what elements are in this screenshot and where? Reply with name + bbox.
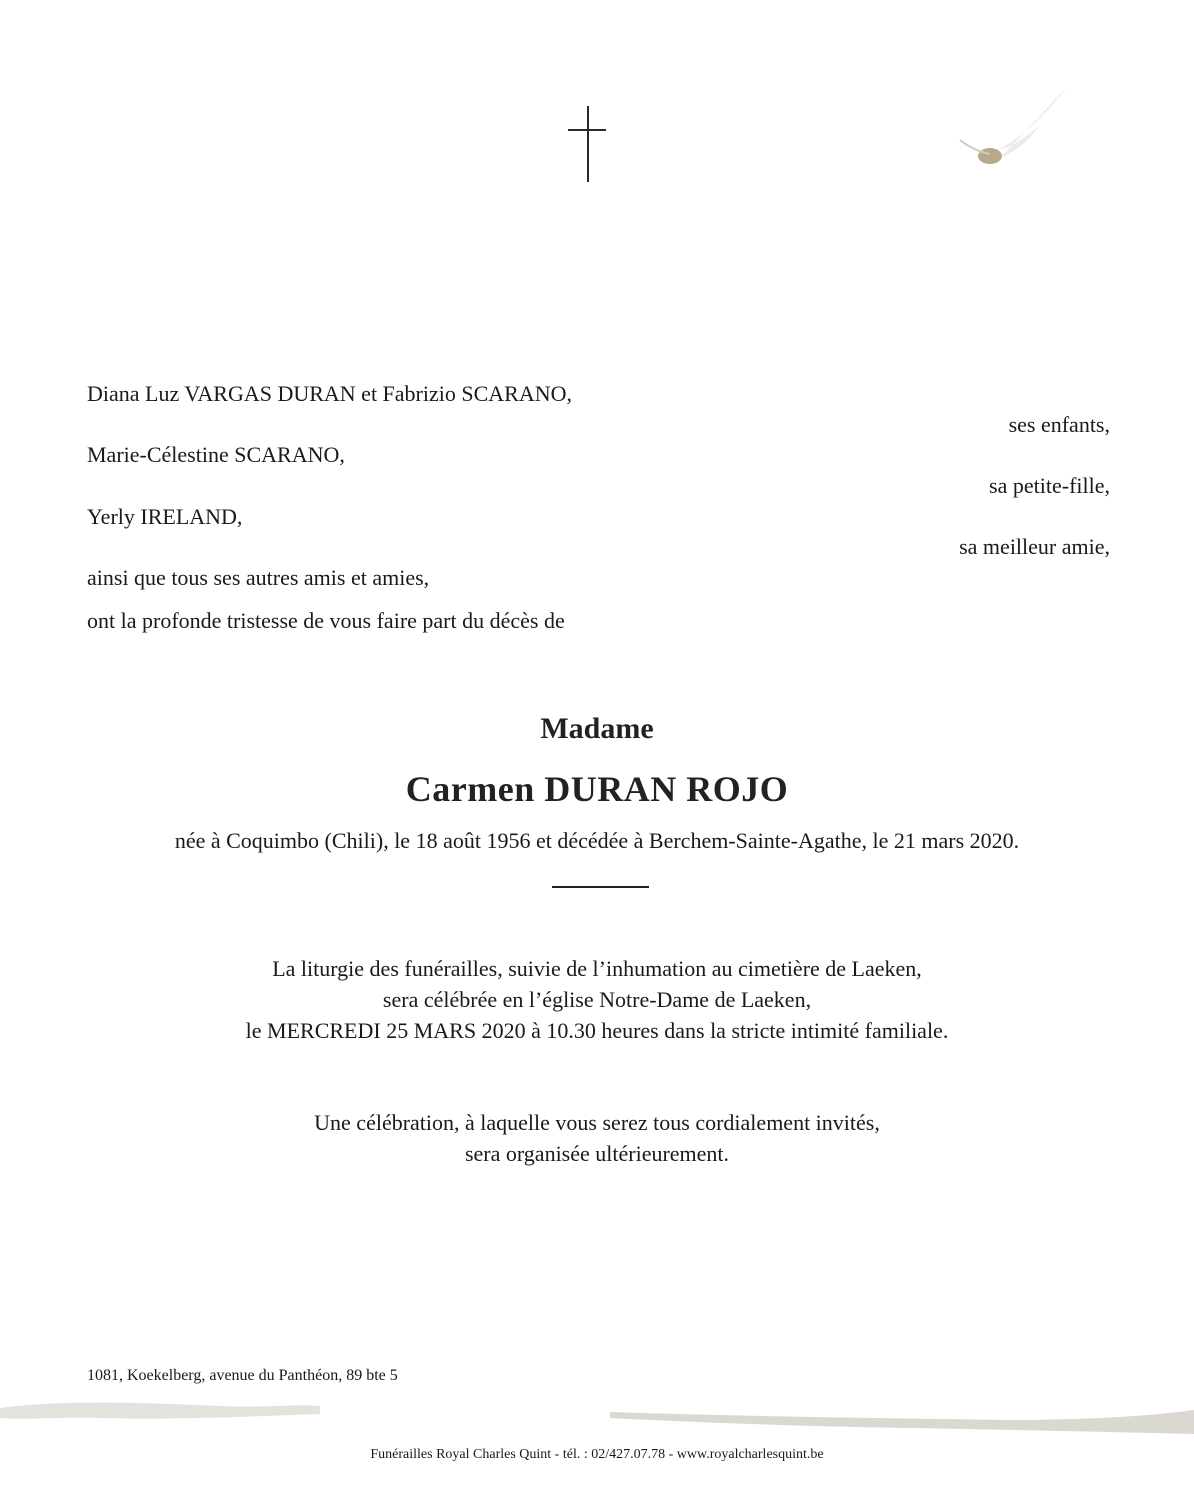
relation-best-friend: sa meilleur amie,	[959, 534, 1110, 559]
ceremony-line-2: sera célébrée en l’église Notre-Dame de Laeken,	[382, 987, 812, 1012]
relation-granddaughter: sa petite-fille,	[989, 473, 1110, 498]
deceased-title: Madame	[540, 712, 654, 745]
deceased-name: Carmen DURAN ROJO	[405, 769, 789, 809]
ceremony-line-3: le MERCREDI 25 MARS 2020 à 10.30 heures dans la stricte intimité familiale.	[245, 1018, 949, 1043]
dove-icon	[940, 80, 1080, 180]
funeral-home-footer: Funérailles Royal Charles Quint - tél. : 02/427.07.78 - www.royalcharlesquint.be	[370, 1447, 824, 1462]
family-line-3: Yerly IRELAND,	[87, 504, 243, 529]
cross-horizontal-bar	[568, 129, 606, 131]
family-line-5: ont la profonde tristesse de vous faire part du décès de	[87, 608, 565, 633]
family-line-1: Diana Luz VARGAS DURAN et Fabrizio SCARANO,	[87, 381, 573, 406]
separator-line	[552, 886, 649, 888]
family-line-2: Marie-Célestine SCARANO,	[87, 442, 345, 467]
decorative-smudge-right	[610, 1398, 1194, 1442]
family-line-4: ainsi que tous ses autres amis et amies,	[87, 565, 430, 590]
cross-vertical-bar	[587, 106, 589, 182]
celebration-line-1: Une célébration, à laquelle vous serez tous cordialement invités,	[314, 1110, 880, 1135]
deceased-dates: née à Coquimbo (Chili), le 18 août 1956 et décédée à Berchem-Sainte-Agathe, le 21 mars 2020.	[174, 828, 1020, 853]
ceremony-line-1: La liturgie des funérailles, suivie de l’inhumation au cimetière de Laeken,	[272, 956, 922, 981]
celebration-line-2: sera organisée ultérieurement.	[464, 1141, 730, 1166]
relation-children: ses enfants,	[1008, 412, 1110, 437]
decorative-smudge-left	[0, 1390, 320, 1430]
address: 1081, Koekelberg, avenue du Panthéon, 89 bte 5	[87, 1367, 398, 1384]
